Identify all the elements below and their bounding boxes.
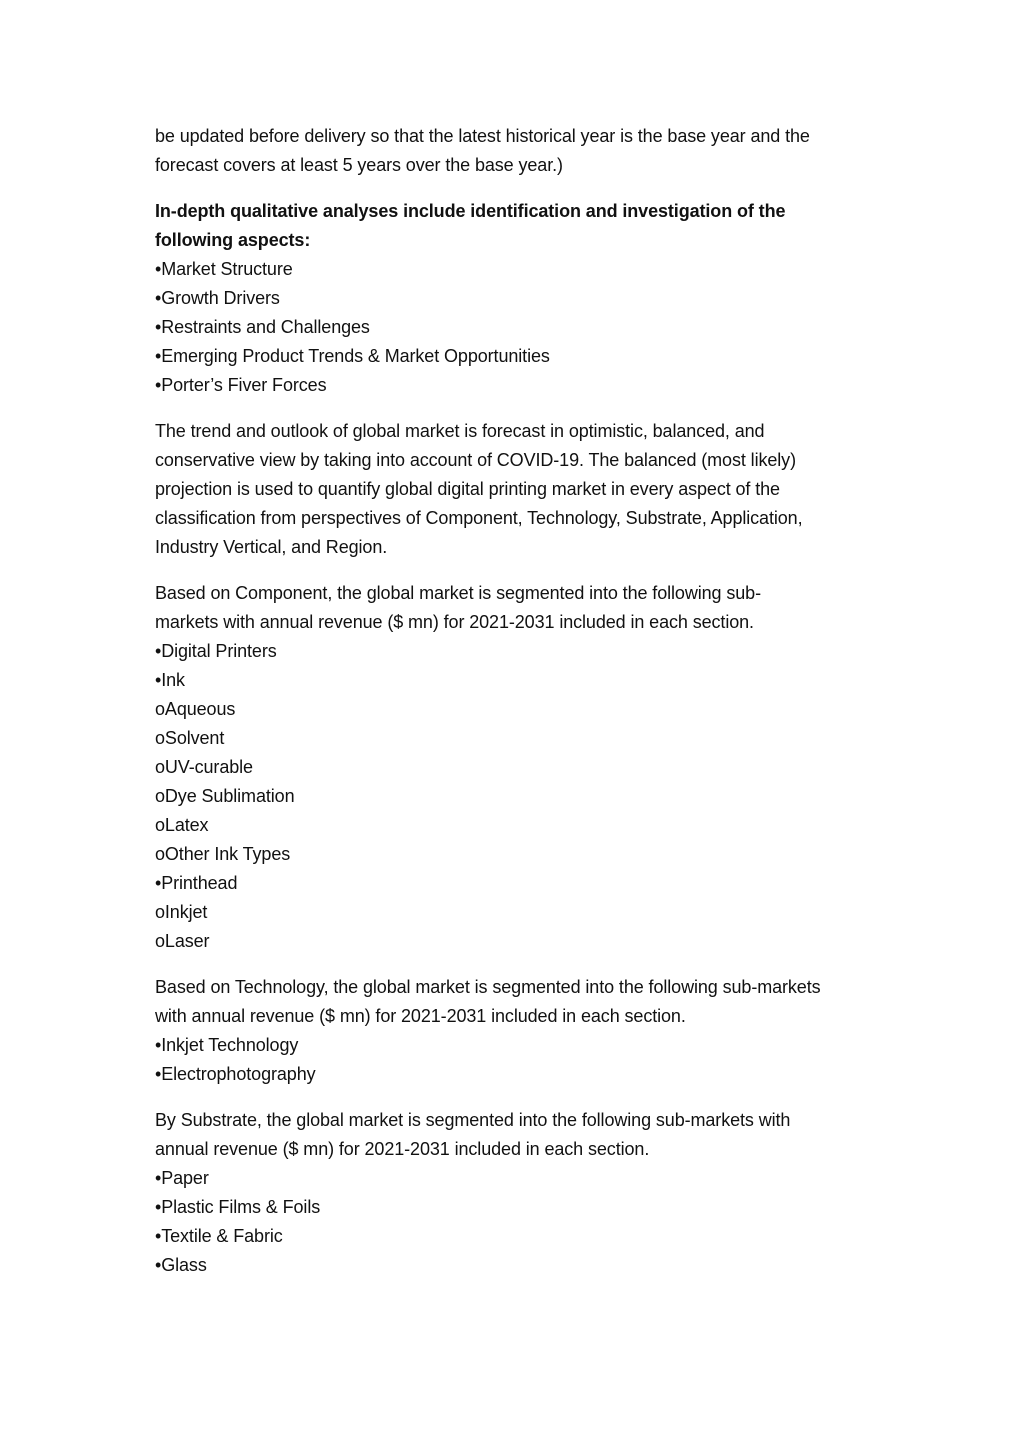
list-item: •Digital Printers bbox=[155, 641, 277, 661]
list-item: •Restraints and Challenges bbox=[155, 317, 370, 337]
text-line: Industry Vertical, and Region. bbox=[155, 537, 388, 557]
technology-list bbox=[155, 1031, 875, 1089]
list-item: •Market Structure bbox=[155, 259, 293, 279]
list-subitem: oDye Sublimation bbox=[155, 786, 295, 806]
list-subitem: oUV-curable bbox=[155, 757, 253, 777]
qualitative-heading bbox=[155, 197, 875, 255]
list-subitem: oSolvent bbox=[155, 728, 225, 748]
list-item: •Electrophotography bbox=[155, 1064, 316, 1084]
list-subitem: oLatex bbox=[155, 815, 209, 835]
text-line: conservative view by taking into account of COVID-19. The balanced (most likely) bbox=[155, 450, 796, 470]
list-subitem: oOther Ink Types bbox=[155, 844, 291, 864]
qualitative-list bbox=[155, 255, 875, 400]
text-line: Based on Component, the global market is segmented into the following sub- bbox=[155, 583, 761, 603]
list-item: •Paper bbox=[155, 1168, 209, 1188]
heading-line: following aspects: bbox=[155, 230, 311, 250]
document-page bbox=[155, 122, 875, 1280]
text-line: be updated before delivery so that the latest historical year is the base year and the bbox=[155, 126, 810, 146]
substrate-section bbox=[155, 1106, 875, 1164]
list-subitem: oInkjet bbox=[155, 902, 208, 922]
text-line: classification from perspectives of Component, Technology, Substrate, Application, bbox=[155, 508, 803, 528]
substrate-list bbox=[155, 1164, 875, 1280]
text-line: annual revenue ($ mn) for 2021-2031 included in each section. bbox=[155, 1139, 650, 1159]
component-list bbox=[155, 637, 875, 956]
text-line: markets with annual revenue ($ mn) for 2021-2031 included in each section. bbox=[155, 612, 754, 632]
list-item: •Emerging Product Trends & Market Opportunities bbox=[155, 346, 550, 366]
intro-paragraph bbox=[155, 122, 875, 180]
text-line: with annual revenue ($ mn) for 2021-2031 included in each section. bbox=[155, 1006, 686, 1026]
outlook-paragraph bbox=[155, 417, 875, 562]
list-subitem: oAqueous bbox=[155, 699, 236, 719]
text-line: projection is used to quantify global digital printing market in every aspect of the bbox=[155, 479, 780, 499]
list-item: •Plastic Films & Foils bbox=[155, 1197, 321, 1217]
component-section bbox=[155, 579, 875, 637]
list-item: •Growth Drivers bbox=[155, 288, 280, 308]
text-line: The trend and outlook of global market is forecast in optimistic, balanced, and bbox=[155, 421, 765, 441]
text-line: By Substrate, the global market is segmented into the following sub-markets with bbox=[155, 1110, 791, 1130]
list-item: •Glass bbox=[155, 1255, 207, 1275]
list-item: •Ink bbox=[155, 670, 185, 690]
list-subitem: oLaser bbox=[155, 931, 210, 951]
heading-line: In-depth qualitative analyses include identification and investigation of the bbox=[155, 201, 786, 221]
list-item: •Inkjet Technology bbox=[155, 1035, 299, 1055]
list-item: •Printhead bbox=[155, 873, 238, 893]
technology-section bbox=[155, 973, 875, 1031]
list-item: •Porter’s Fiver Forces bbox=[155, 375, 327, 395]
text-line: Based on Technology, the global market is segmented into the following sub-markets bbox=[155, 977, 821, 997]
text-line: forecast covers at least 5 years over the base year.) bbox=[155, 155, 563, 175]
list-item: •Textile & Fabric bbox=[155, 1226, 283, 1246]
